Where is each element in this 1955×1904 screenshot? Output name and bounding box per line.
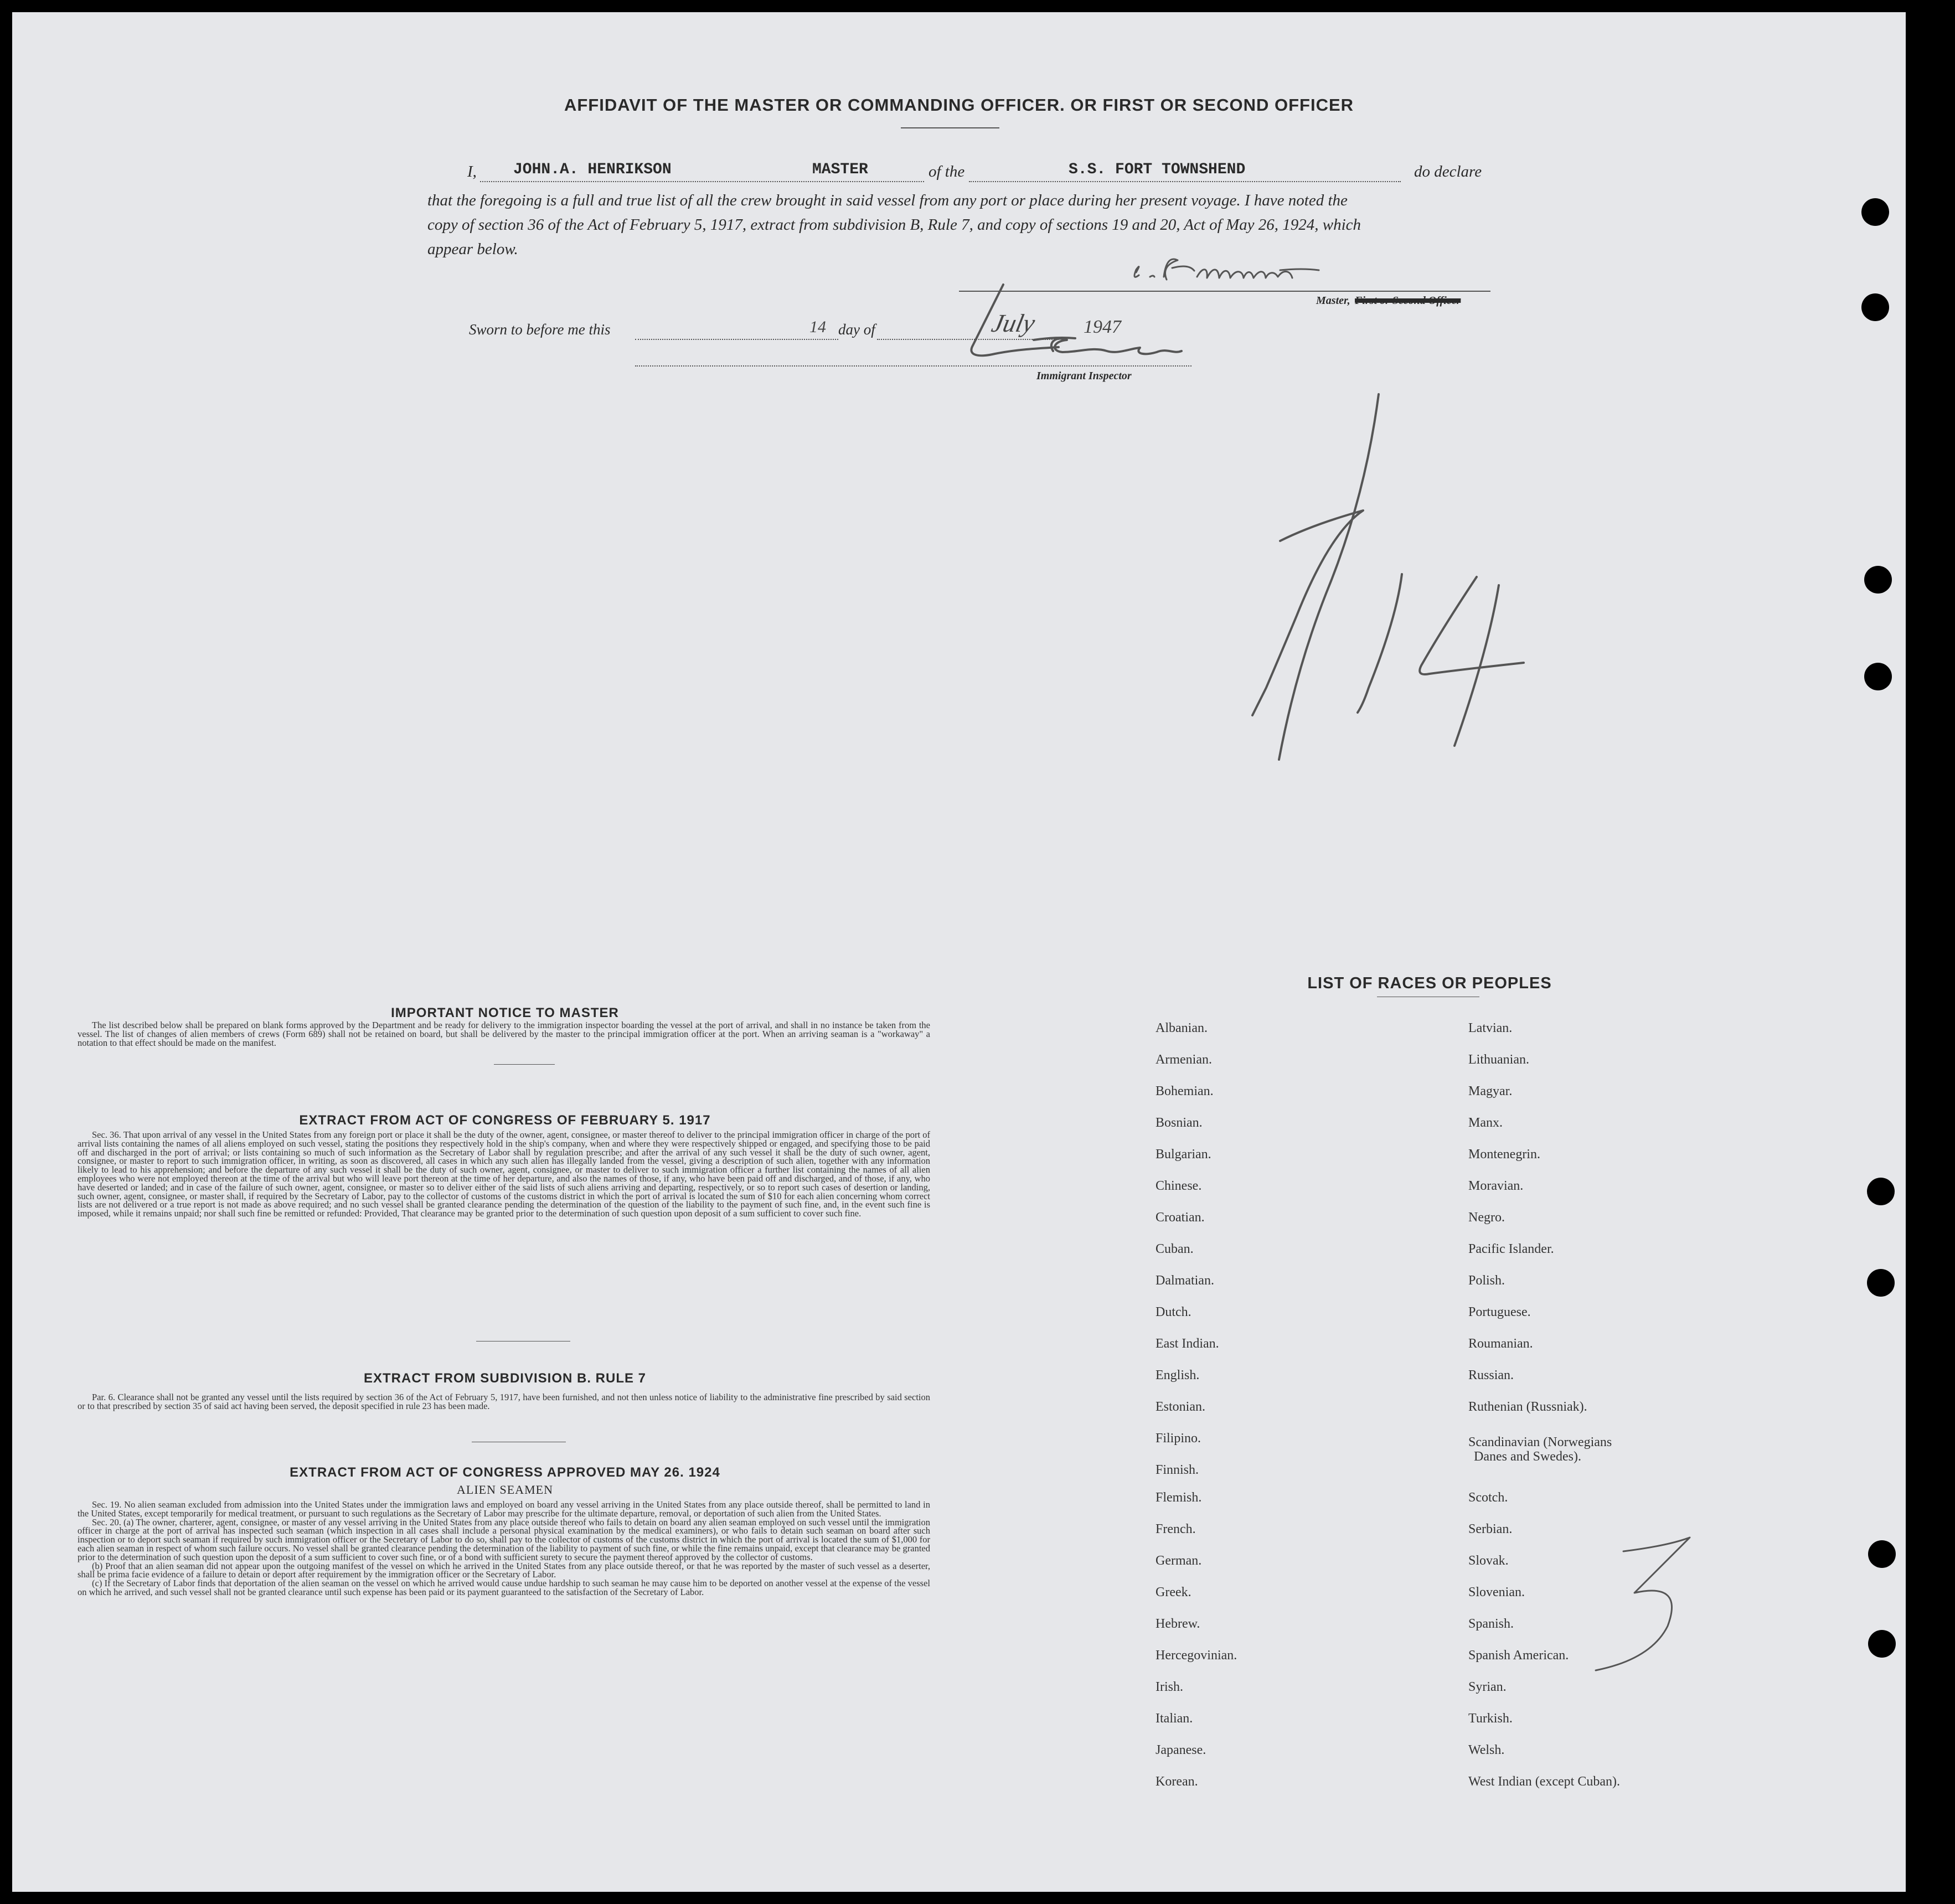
race-item: Filipino. — [1156, 1431, 1201, 1446]
punch-hole — [1864, 566, 1892, 594]
race-item: Negro. — [1468, 1210, 1505, 1225]
extract-1924-sec20a: Sec. 20. (a) The owner, charterer, agent, consignee, or master of any vessel arriving in the United States from any place outside thereof who fails to detain on board any alien seaman employed on such vessel until the immigration officer in charge at the port of arrival has inspected such seaman (which inspection in all cases shall include a personal physical examination by the medical examiners), or who fails to detain such seaman on board after such inspection or to deport such seaman if required by such immigration officer or the Secretary of Labor to do so, shall pay to the collector of customs of the customs district in which the port of arrival is located the sum of $1,000 for each alien seaman in respect of whom such failure occurs. No vessel shall be granted clearance pending the determination of the liability to payment of such fine, or while the fine remains unpaid, except that clearance may be granted prior to the determination of such question upon the deposit of a sum sufficient to cover such fine, or of a bond with sufficient surety to secure the payment thereof approved by the collector of customs. — [78, 1516, 930, 1562]
race-item: Finnish. — [1156, 1463, 1199, 1477]
race-item: Syrian. — [1468, 1680, 1507, 1694]
struck-officer-label: First or Second Officer — [1355, 295, 1461, 307]
race-item: Montenegrin. — [1468, 1147, 1540, 1162]
race-item: Spanish. — [1468, 1617, 1514, 1631]
race-item: Flemish. — [1156, 1490, 1202, 1505]
extract-1917-text: Sec. 36. That upon arrival of any vessel in the United States from any foreign port or place it shall be the duty of the owner, agent, consignee, or master thereof to deliver to the principal immigration officer in charge of the port of arrival lists containing the names of all aliens employed on such vessel, stating the positions they respectively hold in the ship's company, when and where they were respectively shipped or engaged, and specifying those to be paid off and discharged in the port of arrival; or lists containing so much of such information as the Secretary of Labor shall by regulation prescribe; and after the arrival of any such vessel it shall be the duty of such owner, agent, consignee, or master to report to such immigration officer, in writing, as soon as discovered, all cases in which any such alien has illegally landed from the vessel, giving a description of such alien, together with any information likely to lead to his apprehension; and before the departure of any such vessel it shall be the duty of such owner, agent, consignee, or master to deliver to such immigration officer a further list containing the names of all alien employees who were not employed thereon at the time of the arrival but who will leave port thereon at the time of her departure, and also the names of those, if any, who have been paid off and discharged, and of those, if any, who have deserted or landed; and in case of the failure of such owner, agent, consignee, or master so to deliver either of the said lists of such aliens arriving and departing, respectively, or so to report such cases of desertion or landing, such owner, agent, consignee, or master shall, if required by the Secretary of Labor, pay to the collector of customs of the customs district in which the port of arrival is located the sum of $10 for each alien concerning whom correct lists are not delivered or a true report is not made as above required; and no such vessel shall be granted clearance pending the determination of the question of the liability to the payment of such fine, and, in the event such fine is imposed, while it remains unpaid; nor shall such fine be remitted or refunded: Provided, That clearance may be granted prior to the determination of such question upon deposit of a sum sufficient to cover such fine. — [78, 1129, 930, 1219]
inspector-signature — [971, 285, 1182, 355]
sworn-label: Sworn to before me this — [469, 321, 611, 338]
race-item: Ruthenian (Russniak). — [1468, 1400, 1587, 1414]
race-item: Slovak. — [1468, 1554, 1509, 1568]
race-item: Slovenian. — [1468, 1585, 1525, 1599]
race-item: Danes and Swedes). — [1474, 1449, 1581, 1464]
extract-rule7-text: Par. 6. Clearance shall not be granted any vessel until the lists required by section 36 of the Act of February 5, 1917, have been furnished, and not then unless notice of liability to the administrative fine prescribed by said section or to that prescribed by section 35 of said act having been served, the deposit specified in rule 23 has been made. — [78, 1392, 930, 1411]
punch-hole — [1861, 293, 1889, 321]
extract-1924-block — [78, 1500, 930, 1597]
race-item: Manx. — [1468, 1116, 1503, 1130]
race-item: French. — [1156, 1522, 1196, 1536]
race-item: Japanese. — [1156, 1743, 1206, 1757]
punch-hole — [1867, 1269, 1895, 1297]
race-item: Scotch. — [1468, 1490, 1508, 1505]
race-item: Korean. — [1156, 1774, 1198, 1789]
extract-1917-heading: EXTRACT FROM ACT OF CONGRESS OF FEBRUARY 5. 1917 — [299, 1113, 711, 1128]
race-item: Bulgarian. — [1156, 1147, 1211, 1162]
extract-rule7-heading: EXTRACT FROM SUBDIVISION B. RULE 7 — [363, 1371, 647, 1386]
race-item: Armenian. — [1156, 1052, 1212, 1067]
race-item: Estonian. — [1156, 1400, 1205, 1414]
master-signature — [1134, 259, 1319, 280]
sworn-month-value: July — [989, 309, 1038, 337]
race-item: Magyar. — [1468, 1084, 1513, 1098]
extract-1924-sec20c: (c) If the Secretary of Labor finds that deportation of the alien seaman on the vessel on which he arrived would cause undue hardship to such seaman he may cause him to be deported on another vessel at the expense of the vessel on which he arrived, and such vessel shall not be granted clearance until such expense has been paid or its payment guaranteed to the satisfaction of the Secretary of Labor. — [78, 1578, 930, 1597]
vessel-name: S.S. FORT TOWNSHEND — [1069, 161, 1246, 178]
race-item: Italian. — [1156, 1711, 1193, 1726]
race-item: Spanish American. — [1468, 1648, 1569, 1663]
race-item: Pacific Islander. — [1468, 1242, 1554, 1256]
race-item: Cuban. — [1156, 1242, 1194, 1256]
inspector-label: Immigrant Inspector — [1036, 370, 1132, 382]
race-item: Serbian. — [1468, 1522, 1513, 1536]
declaration-line-2: copy of section 36 of the Act of February 5, 1917, extract from subdivision B, Rule 7, and copy of sections 19 and 20, Act of May 26, 1924, which — [427, 216, 1361, 234]
rank-value: MASTER — [812, 161, 868, 178]
notice-heading: IMPORTANT NOTICE TO MASTER — [391, 1005, 619, 1020]
race-item: Portuguese. — [1468, 1305, 1531, 1319]
day-of-label: day of — [838, 321, 875, 338]
extract-1924-subheading: ALIEN SEAMEN — [457, 1483, 553, 1497]
race-item: Polish. — [1468, 1273, 1505, 1288]
race-item: West Indian (except Cuban). — [1468, 1774, 1620, 1789]
race-item: Dalmatian. — [1156, 1273, 1214, 1288]
punch-hole — [1867, 1178, 1895, 1205]
notice-text-block — [78, 1021, 930, 1047]
race-item: Scandinavian (Norwegians — [1468, 1435, 1612, 1449]
declaration-line-3: appear below. — [427, 240, 518, 258]
race-item: Chinese. — [1156, 1179, 1202, 1193]
notice-text: The list described below shall be prepared on blank forms approved by the Department and be ready for delivery to the immigration inspector boarding the vessel at the port of arrival, and shall in no instance be taken from the vessel. The list of changes of alien members of crews (Form 689) shall not be retained on board, but shall be delivered by the master to the principal immigration officer at the port. When an arriving seaman is a "workaway" a notation to that effect should be made on the manifest. — [78, 1020, 930, 1048]
form-page — [12, 12, 1906, 1892]
extract-rule7-block — [78, 1393, 930, 1411]
race-item: Roumanian. — [1468, 1337, 1533, 1351]
declaration-line-1: that the foregoing is a full and true list of all the crew brought in said vessel from any port or place during her present voyage. I have noted the — [427, 192, 1348, 209]
race-item: Greek. — [1156, 1585, 1191, 1599]
master-label: Master, — [1316, 295, 1350, 307]
extract-1924-sec20b: (b) Proof that an alien seaman did not appear upon the outgoing manifest of the vessel on which he arrived in the United States from any place outside thereof, or that he was reported by the master of such vessel as a deserter, shall be prima facie evidence of a failure to detain or deport after requirement by the immigration officer or the Secretary of Labor. — [78, 1560, 930, 1580]
race-item: Albanian. — [1156, 1021, 1208, 1035]
extract-1917-block — [78, 1131, 930, 1218]
race-item: Lithuanian. — [1468, 1052, 1529, 1067]
punch-hole — [1868, 1540, 1896, 1568]
race-item: Turkish. — [1468, 1711, 1513, 1726]
of-the-label: of the — [929, 163, 965, 180]
race-item: Moravian. — [1468, 1179, 1524, 1193]
handwriting-overlay — [12, 12, 1906, 1892]
race-item: Hercegovinian. — [1156, 1648, 1237, 1663]
race-item: Bosnian. — [1156, 1116, 1203, 1130]
margin-note-7-14 — [1252, 394, 1524, 760]
race-item: Croatian. — [1156, 1210, 1205, 1225]
punch-hole — [1868, 1630, 1896, 1658]
race-item: Hebrew. — [1156, 1617, 1200, 1631]
punch-hole — [1861, 198, 1889, 226]
corner-mark-3 — [1596, 1537, 1690, 1670]
race-item: Bohemian. — [1156, 1084, 1214, 1098]
race-item: Irish. — [1156, 1680, 1183, 1694]
races-heading: LIST OF RACES OR PEOPLES — [1307, 974, 1552, 992]
notice-rule — [494, 1064, 555, 1065]
race-item: Welsh. — [1468, 1743, 1505, 1757]
affidavit-title: AFFIDAVIT OF THE MASTER OR COMMANDING OFFICER. OR FIRST OR SECOND OFFICER — [564, 95, 1354, 115]
race-item: Latvian. — [1468, 1021, 1513, 1035]
sworn-day-value: 14 — [809, 318, 826, 336]
extract-1924-heading: EXTRACT FROM ACT OF CONGRESS APPROVED MAY 26. 1924 — [290, 1465, 720, 1480]
master-name: JOHN.A. HENRIKSON — [513, 161, 672, 178]
punch-hole — [1864, 663, 1892, 690]
i-label: I, — [467, 163, 477, 180]
race-item: East Indian. — [1156, 1337, 1219, 1351]
race-item: Russian. — [1468, 1368, 1514, 1382]
race-item: German. — [1156, 1554, 1202, 1568]
extract-1924-sec19: Sec. 19. No alien seaman excluded from admission into the United States under the immigration laws and employed on board any vessel arriving in the United States from any place outside thereof, shall be permitted to land in the United States, except temporarily for medical treatment, or pursuant to such regulations as the Secretary of Labor may prescribe for the ultimate departure, removal, or deportation of such alien from the United States. — [78, 1499, 930, 1519]
sworn-year-value: 1947 — [1084, 317, 1121, 337]
race-item: English. — [1156, 1368, 1200, 1382]
race-item: Dutch. — [1156, 1305, 1191, 1319]
do-declare-label: do declare — [1414, 163, 1482, 180]
